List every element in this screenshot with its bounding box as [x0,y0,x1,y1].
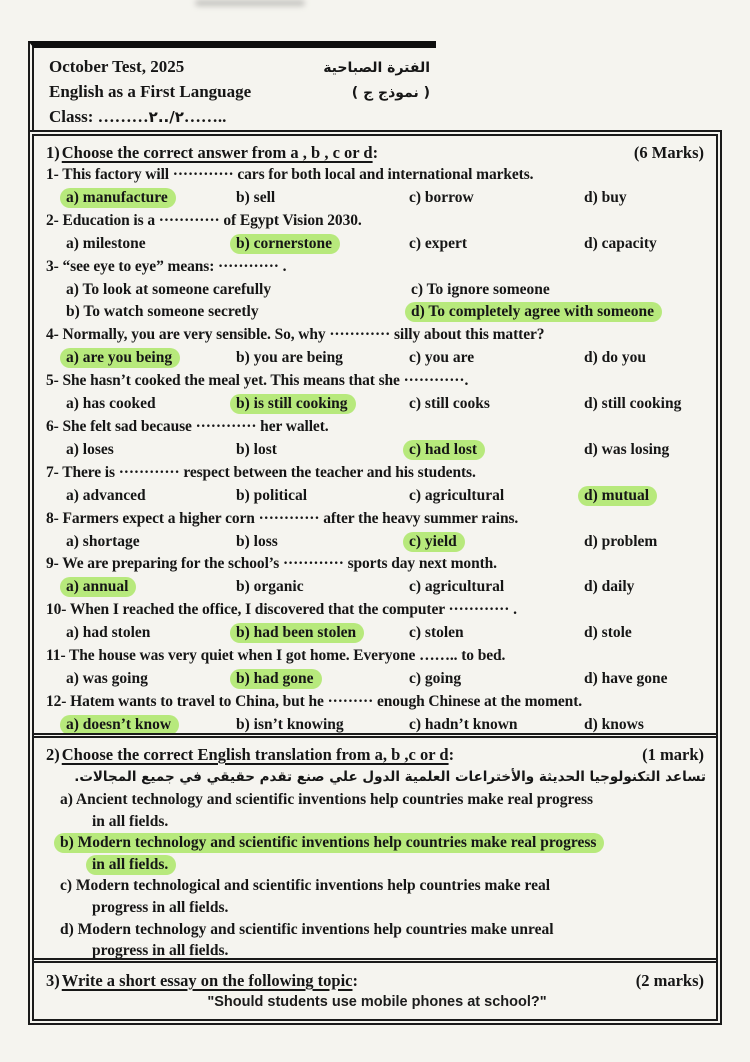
option [584,576,708,599]
options-row [66,668,708,691]
option-text: d) problem [584,532,658,550]
options-row [66,279,708,325]
option [66,187,236,210]
option-text: a) advanced [66,486,146,504]
mcq-question-list [46,164,708,737]
highlighted-answer: b) had been stolen [230,623,364,643]
question [46,462,708,508]
option [66,347,236,370]
option [236,347,409,370]
options-row [66,531,708,554]
option-text: d) daily [584,578,635,596]
exam-title: October Test, 2025 [49,57,185,76]
option-text: a) had stolen [66,624,151,642]
highlighted-answer: d) mutual [578,486,657,506]
option [236,233,409,256]
option-text: c) agricultural [409,578,505,596]
class-handwriting: ٢/..٢ [148,108,184,126]
option-line [92,854,708,876]
options-row [66,187,708,210]
option-text: c) To ignore someone [411,280,550,298]
question [46,210,708,256]
option-text: c) hadn’t known [409,715,518,733]
option-text: c) expert [409,234,468,252]
option-text: a) Ancient technology and scientific inventions help countries make real progress [60,791,594,808]
option [236,576,409,599]
option-text: b) sell [236,188,276,206]
option [409,531,584,554]
option [236,531,409,554]
translation-option [46,875,708,918]
question [46,645,708,691]
section-title-colon: : [448,745,455,764]
option [584,393,708,416]
question-stem: 3- “see eye to eye” means: ············ . [46,257,287,275]
exam-header [28,41,436,131]
option-text: c) agricultural [409,486,505,504]
section-essay [34,958,716,1019]
section-title: Write a short essay on the following topic [61,971,353,990]
question-stem: 4- Normally, you are very sensible. So, why ············ silly about this matter? [46,326,545,344]
section-title-colon: : [352,971,358,990]
option [584,531,708,554]
question-stem: 9- We are preparing for the school’s ············ sports day next month. [46,555,497,573]
translation-option [46,919,708,962]
question-stem: 12- Hatem wants to travel to China, but he ········· enough Chinese at the moment. [46,692,583,710]
option [66,668,236,691]
question-stem: 2- Education is a ············ of Egypt Vision 2030. [46,211,362,229]
question-stem: 6- She felt sad because ············ her wallet. [46,417,329,435]
option-text: c) Modern technological and scientific inventions help countries make real [60,877,551,895]
question [46,691,708,737]
option-text: c) borrow [409,188,474,206]
options-row [66,393,708,416]
question [46,416,708,462]
question [46,508,708,554]
option [409,576,584,599]
option-text: a) loses [66,440,114,458]
section-title-colon: : [372,143,379,162]
option-text: d) Modern technology and scientific inventions help countries make unreal [60,920,554,938]
option-line [60,832,708,854]
section-translation-header [46,743,708,766]
translation-option [46,789,708,832]
option-text: c) going [409,669,462,687]
option [66,393,236,416]
section-number: 3) [46,971,60,990]
option-line [92,811,708,833]
section-number: 1) [46,143,60,162]
option [66,233,236,256]
highlighted-answer: c) had lost [403,440,485,460]
option-text: a) was going [66,669,148,687]
highlighted-answer: b) Modern technology and scientific inventions help countries make real progress [54,833,604,853]
option-line [60,875,708,897]
option [409,485,584,508]
option-text: b) To watch someone secretly [66,303,259,321]
option [66,279,411,302]
option-text: b) lost [236,440,277,458]
highlighted-answer: b) cornerstone [230,234,340,254]
option-text: a) milestone [66,234,146,252]
option-text: a) shortage [66,532,140,550]
section-mcq [34,136,716,733]
option [236,187,409,210]
question-stem: 7- There is ············ respect between the teacher and his students. [46,463,476,481]
highlighted-answer: b) is still cooking [230,394,356,414]
options-row [66,576,708,599]
option [409,187,584,210]
option-text: d) buy [584,188,627,206]
option-text: in all fields. [92,812,169,830]
scan-artifact [195,0,305,6]
option-text: c) stolen [409,624,464,642]
option [66,439,236,462]
option [411,301,708,324]
option-text: c) you are [409,349,475,367]
arabic-sentence: تساعد التكنولوجيا الحديثة والأختراعات العلمية الدول علي صنع تقدم حقيقي في جميع المجالات. [74,769,706,785]
question-stem: 5- She hasn’t cooked the meal yet. This means that she ············. [46,372,469,390]
question-stem: 10- When I reached the office, I discovered that the computer ············ . [46,601,517,619]
option-text: d) have gone [584,669,668,687]
option-line [60,789,708,811]
option [584,485,708,508]
option-text: a) To look at someone carefully [66,280,272,298]
option [236,622,409,645]
option [66,301,411,324]
translation-option [46,832,708,875]
class-line: Class: ………٢/..٢…….. [49,107,227,126]
options-row [66,347,708,370]
question [46,599,708,645]
section-title: Choose the correct English translation from a, b ,c or d [61,745,449,764]
option-text: d) still cooking [584,395,682,413]
option [66,622,236,645]
options-row [66,233,708,256]
section-translation [34,733,716,958]
question [46,324,708,370]
option-text: c) still cooks [409,395,490,413]
option [411,279,708,302]
option-text: b) you are being [236,349,343,367]
question-stem: 11- The house was very quiet when I got home. Everyone …….. to bed. [46,647,506,665]
section-mcq-header [46,141,708,164]
option [584,347,708,370]
option-text: b) political [236,486,308,504]
section-marks: (2 marks) [635,971,704,990]
option [584,439,708,462]
translation-option-list [46,789,708,962]
section-number: 2) [46,745,60,764]
exam-period-arabic: الفترة الصباحية [323,60,430,76]
option [236,485,409,508]
question-stem: 1- This factory will ············ cars for both local and international markets. [46,166,534,183]
option [409,622,584,645]
highlighted-answer: a) are you being [60,348,180,368]
options-row [66,439,708,462]
question [46,164,708,210]
option [66,576,236,599]
highlighted-answer: in all fields. [86,855,176,875]
highlighted-answer: d) To completely agree with someone [405,302,662,322]
option-text: d) knows [584,715,644,733]
option [409,668,584,691]
section-marks: (6 Marks) [633,143,704,162]
option [584,622,708,645]
highlighted-answer: c) yield [403,532,465,552]
option [409,393,584,416]
option [584,668,708,691]
option [409,233,584,256]
option-line [92,897,708,919]
option [409,347,584,370]
option [584,187,708,210]
highlighted-answer: b) had gone [230,669,322,689]
options-row [66,622,708,645]
question [46,370,708,416]
option-text: b) organic [236,578,304,596]
subject-title: English as a First Language [49,82,252,101]
option [66,485,236,508]
model-label-arabic: ( نموذج ج ) [351,85,430,101]
exam-body [28,130,722,1025]
highlighted-answer: a) doesn’t know [60,715,179,735]
option-text: progress in all fields. [92,898,229,916]
option-text: d) was losing [584,440,670,458]
option [236,439,409,462]
question-stem: 8- Farmers expect a higher corn ············ after the heavy summer rains. [46,509,519,527]
option [66,531,236,554]
option-text: b) loss [236,532,278,550]
option-text: d) capacity [584,234,657,252]
highlighted-answer: a) manufacture [60,188,176,208]
option [236,393,409,416]
question [46,553,708,599]
section-marks: (1 mark) [642,745,704,764]
essay-topic: "Should students use mobile phones at school?" [207,994,547,1010]
highlighted-answer: a) annual [60,577,136,597]
option-text: progress in all fields. [92,942,229,960]
option-text: a) has cooked [66,395,156,413]
section-title: Choose the correct answer from a , b , c or d [61,143,373,162]
option-text: d) do you [584,349,647,367]
option [409,439,584,462]
option-text: d) stole [584,624,632,642]
question [46,256,708,325]
option-text: b) isn’t knowing [236,715,344,733]
option [236,668,409,691]
options-row [66,485,708,508]
option-line [60,919,708,941]
option [584,233,708,256]
section-essay-header [46,969,708,992]
